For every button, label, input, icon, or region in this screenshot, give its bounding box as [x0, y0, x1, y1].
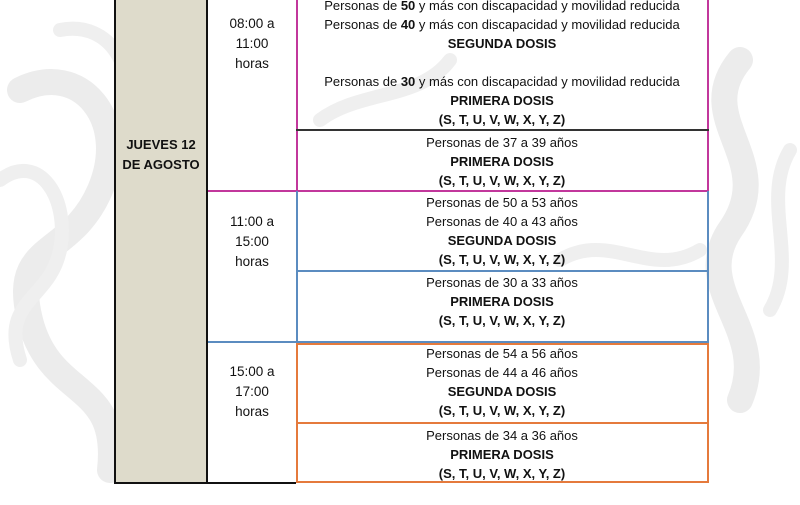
- dose-label: SEGUNDA DOSIS: [447, 36, 557, 51]
- cell-line: Personas de 40 a 43 años: [426, 214, 578, 229]
- cell-line: Personas de 50 a 53 años: [426, 195, 578, 210]
- letters-label: (S, T, U, V, W, X, Y, Z): [438, 112, 566, 127]
- time-slot-2-start: 11:00 a: [229, 214, 275, 229]
- day-column: [114, 0, 208, 482]
- slot-2-cell-2: [296, 273, 708, 330]
- letters-label: (S, T, U, V, W, X, Y, Z): [438, 252, 566, 267]
- slot-1-cell-1: [296, 0, 708, 129]
- day-label-line2: DE AGOSTO: [122, 157, 200, 172]
- slot-2-row-divider: [296, 270, 709, 272]
- time-separator-2: [208, 341, 296, 343]
- dose-label: PRIMERA DOSIS: [450, 294, 554, 309]
- cell-line: Personas de 50 y más con discapacidad y movilidad reducida: [324, 0, 680, 13]
- time-slot-3-unit: horas: [235, 404, 269, 419]
- time-slot-1-start: 08:00 a: [229, 16, 275, 31]
- time-slot-2-end: 15:00: [235, 234, 269, 249]
- slot-2-cell-1: [296, 193, 708, 269]
- time-slot-1-unit: horas: [235, 56, 269, 71]
- slot-3-cell-2: [296, 426, 708, 483]
- time-bottom-border: [208, 482, 296, 484]
- cell-line: Personas de 34 a 36 años: [426, 428, 578, 443]
- dose-label: PRIMERA DOSIS: [450, 447, 554, 462]
- letters-label: (S, T, U, V, W, X, Y, Z): [438, 313, 566, 328]
- dose-label: SEGUNDA DOSIS: [447, 384, 557, 399]
- time-separator-1: [208, 190, 296, 192]
- dose-label: SEGUNDA DOSIS: [447, 233, 557, 248]
- cell-line: Personas de 30 y más con discapacidad y movilidad reducida: [324, 74, 680, 89]
- time-slot-3: [208, 362, 296, 422]
- time-slot-3-start: 15:00 a: [229, 364, 275, 379]
- time-slot-2: [208, 212, 296, 272]
- time-slot-2-unit: horas: [235, 254, 269, 269]
- day-label: [114, 135, 208, 175]
- letters-label: (S, T, U, V, W, X, Y, Z): [438, 466, 566, 481]
- time-slot-1-end: 11:00: [235, 36, 269, 51]
- day-label-line1: JUEVES 12: [126, 137, 196, 152]
- letters-label: (S, T, U, V, W, X, Y, Z): [438, 403, 566, 418]
- cell-line: Personas de 40 y más con discapacidad y movilidad reducida: [324, 17, 680, 32]
- cell-line: Personas de 44 a 46 años: [426, 365, 578, 380]
- slot-1-row-divider: [296, 129, 709, 131]
- day-bottom-border: [114, 482, 208, 484]
- cell-line: Personas de 37 a 39 años: [426, 135, 578, 150]
- slot-1-cell-2: [296, 133, 708, 190]
- dose-label: PRIMERA DOSIS: [450, 154, 554, 169]
- time-slot-1: [208, 14, 296, 74]
- letters-label: (S, T, U, V, W, X, Y, Z): [438, 173, 566, 188]
- slot-3-cell-1: [296, 344, 708, 420]
- cell-line: Personas de 30 a 33 años: [426, 275, 578, 290]
- dose-label: PRIMERA DOSIS: [450, 93, 554, 108]
- cell-line: Personas de 54 a 56 años: [426, 346, 578, 361]
- time-slot-3-end: 17:00: [235, 384, 269, 399]
- slot-1-bottom-border: [296, 190, 709, 192]
- slot-3-row-divider: [296, 422, 709, 424]
